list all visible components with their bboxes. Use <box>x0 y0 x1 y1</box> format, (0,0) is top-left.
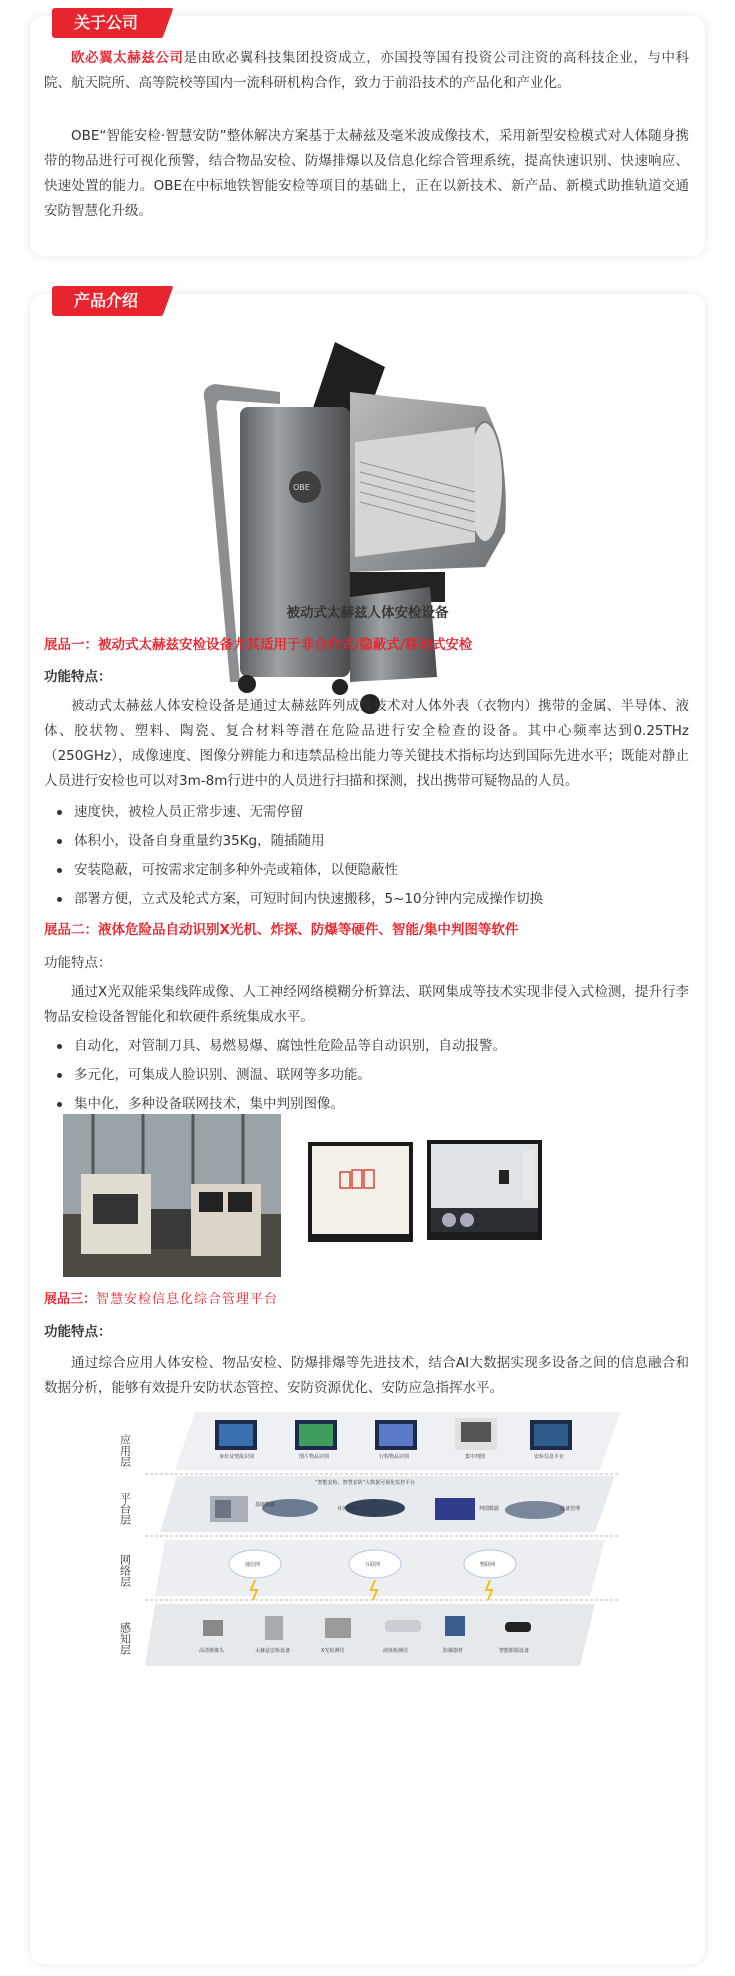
list-item: 多元化，可集成人脸识别、测温、联网等多功能。 <box>44 1065 689 1085</box>
layer-label-platform: 平台层 <box>118 1492 132 1525</box>
platform-item-label: 基础数据 <box>255 1502 276 1508</box>
platform-item-label: 业务数据 <box>337 1506 358 1512</box>
device-logo: OBE <box>293 483 310 492</box>
screen-image-1 <box>308 1142 413 1242</box>
exhibit-3-title: 展品三：智慧安检信息化综合管理平台 <box>44 1292 279 1307</box>
company-name: 欧必翼太赫兹公司 <box>71 50 184 66</box>
layer-label-sense: 感知层 <box>118 1622 132 1655</box>
exhibit-3-description: 通过综合应用人体安检、物品安检、防爆排爆等先进技术，结合AI大数据实现多设备之间的信息融合和数据分析，能够有效提升安防状态管控、安防资源优化、安防应急指挥水平。 <box>44 1355 689 1396</box>
sense-item-label: 高清摄像头 <box>199 1648 225 1654</box>
sense-item-label: X光检测仪 <box>321 1648 345 1654</box>
list-item: 速度快，被检人员正常步速、无需停留 <box>44 802 689 822</box>
layer-label-app: 应用层 <box>118 1434 132 1467</box>
exhibit-1-features-label: 功能特点： <box>44 669 112 685</box>
exhibit-2-features-label: 功能特点： <box>44 955 112 971</box>
sense-item-label: 液体检测仪 <box>383 1648 409 1654</box>
app-item-label: 集中判图 <box>465 1454 486 1460</box>
list-item: 部署方便，立式及轮式方案，可短时间内快速搬移，5~10分钟内完成操作切换 <box>44 889 689 909</box>
about-card <box>30 13 705 256</box>
exhibit-2-description: 通过X光双能采集线阵成像、人工神经网络模糊分析算法、联网集成等技术实现非侵入式检测，提升行李物品安检设备智能化和软硬件系统集成水平。 <box>44 984 689 1025</box>
exhibit-1-title: 展品一：被动式太赫兹安检设备尤其适用于非合作式/隐蔽式/移动式安检 <box>44 637 473 653</box>
platform-title: “智能安检、智慧安防”大数据可视化监控平台 <box>315 1480 416 1486</box>
exhibit-1-features <box>44 802 689 909</box>
app-item-label: 安检信息平台 <box>534 1454 565 1460</box>
about-paragraph-1: 欧必翼太赫兹公司是由欧必翼科技集团投资成立，亦国投等国有投资公司注资的高科技企业，与中科院、航天院所、高等院校等国内一流科研机构合作，致力于前沿技术的产品化和产业化。 <box>44 50 690 91</box>
network-item-label: 物联网 <box>480 1562 496 1568</box>
platform-item-label: 设备管理 <box>560 1506 581 1512</box>
list-item: 自动化，对管制刀具、易燃易爆、腐蚀性危险品等自动识别，自动报警。 <box>44 1036 689 1056</box>
sense-item-label: 太赫兹安检设备 <box>255 1648 291 1654</box>
layer-label-network: 网络层 <box>118 1554 132 1587</box>
network-item-label: 互联网 <box>365 1562 381 1568</box>
sense-item-label: 防爆器材 <box>443 1648 464 1654</box>
network-item-label: 通信网 <box>245 1562 261 1568</box>
thz-scanner-image <box>185 332 550 722</box>
product-card <box>30 291 705 1964</box>
list-item: 集中化，多种设备联网技术，集中判别图像。 <box>44 1094 689 1114</box>
exhibit-3-features-label: 功能特点： <box>44 1324 112 1340</box>
platform-item-label: 判图数据 <box>479 1506 500 1512</box>
sense-item-label: 智能眼镜设备 <box>499 1648 530 1654</box>
architecture-diagram <box>115 1404 620 1674</box>
product-tag: 产品介绍 <box>52 286 160 316</box>
screen-image-2 <box>427 1140 542 1240</box>
about-paragraph-2: OBE“智能安检·智慧安防”整体解决方案基于太赫兹及毫米波成像技术，采用新型安检模式对人体随身携带的物品进行可视化预警，结合物品安检、防爆排爆以及信息化综合管理系统，提高快速识别、快速响应、快速处置的能力。OBE在中标地铁智能安检等项目的基础上，正在以新技术、新产品、新模式助推轨道交通安防智慧化升级。 <box>44 128 689 219</box>
list-item: 安装隐蔽，可按需求定制多种外壳或箱体，以便隐蔽性 <box>44 860 689 880</box>
exhibit-2-features <box>44 1036 689 1114</box>
app-item-label: 身份及情报识别 <box>219 1454 255 1460</box>
list-item: 体积小，设备自身重量约35Kg，随插随用 <box>44 831 689 851</box>
about-tag: 关于公司 <box>52 8 160 38</box>
exhibit-2-title: 展品二：液体危险品自动识别X光机、炸探、防爆等硬件、智能/集中判图等软件 <box>44 922 519 938</box>
exhibit-1-description: 被动式太赫兹人体安检设备是通过太赫兹阵列成像技术对人体外表（衣物内）携带的金属、半导体、液体、胶状物、塑料、陶瓷、复合材料等潜在危险品进行安全检查的设备。其中心频率达到0.25THz（250GHz），成像速度、图像分辨能力和违禁品检出能力等关键技术指标均达到国际先进水平；既能对静止人员进行安检也可以对3m-8m行进中的人员进行扫描和探测，找出携带可疑物品的人员。 <box>44 698 689 789</box>
app-item-label: 行程物品识别 <box>379 1454 410 1460</box>
device-caption: 被动式太赫兹人体安检设备 <box>286 605 449 621</box>
app-item-label: 图片物品识别 <box>299 1454 330 1460</box>
xray-machine-photo <box>63 1114 281 1277</box>
